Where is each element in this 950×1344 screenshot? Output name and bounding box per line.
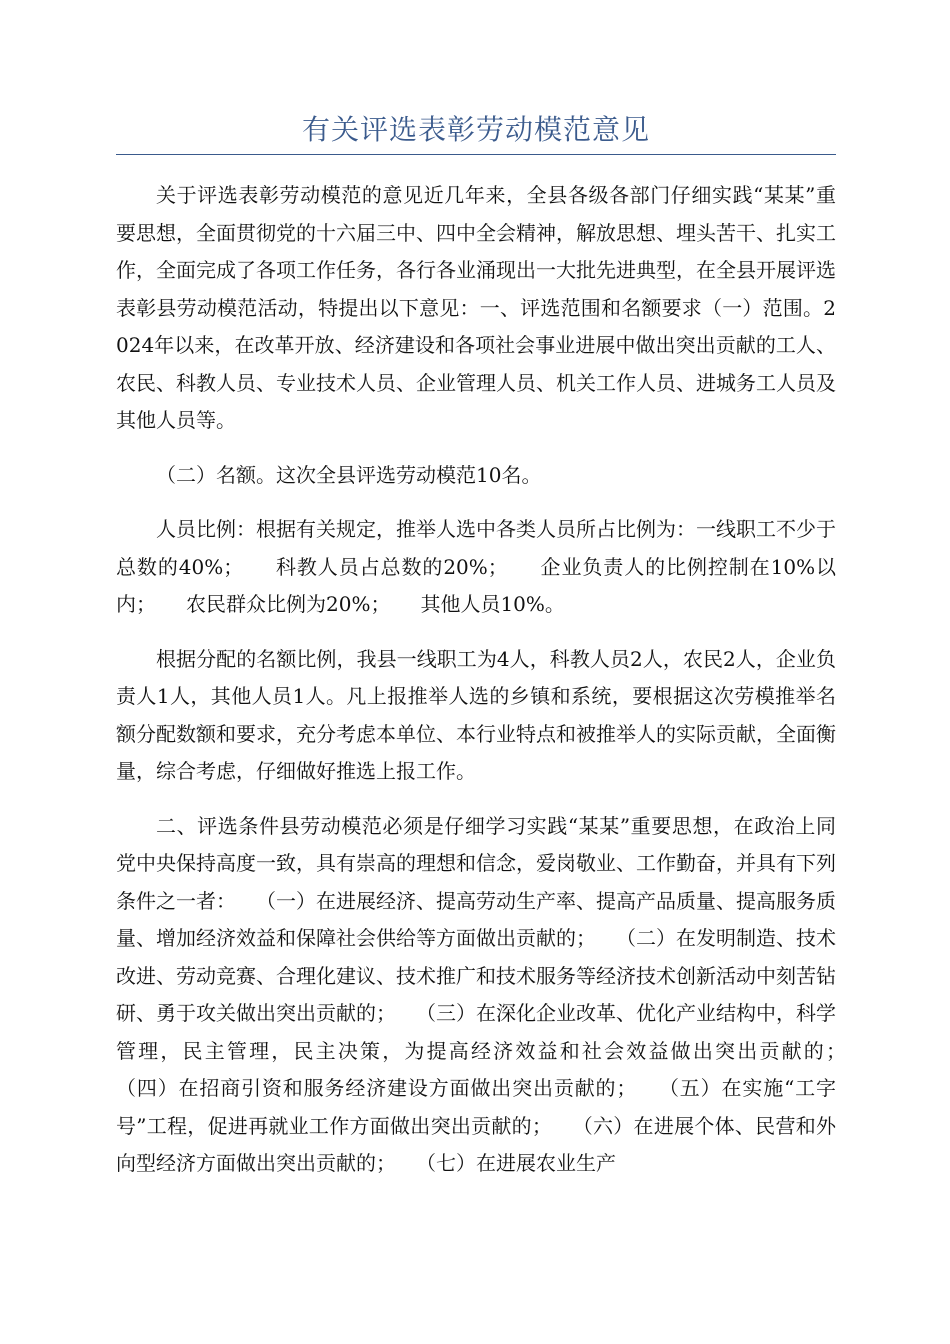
paragraph-intro: 关于评选表彰劳动模范的意见近几年来，全县各级各部门仔细实践“某某”重要思想，全面贯彻党的十六届三中、四中全会精神，解放思想、埋头苦干、扎实工作，全面完成了各项工作任务，各行各业涌现出一大批先进典型，在全县开展评选表彰县劳动模范活动，特提出以下意见：一、评选范围和名额要求（一）范围。2024年以来，在改革开放、经济建设和各项社会事业进展中做出突出贡献的工人、农民、科教人员、专业技术人员、企业管理人员、机关工作人员、进城务工人员及其他人员等。: [116, 183, 836, 432]
document-title: 有关评选表彰劳动模范意见: [301, 113, 650, 146]
document-page: [116, 108, 876, 1183]
paragraph-criteria: 二、评选条件县劳动模范必须是仔细学习实践“某某”重要思想，在政治上同党中央保持高度一致，具有崇高的理想和信念，爱岗敬业、工作勤奋，并具有下列条件之一者： （一）在进展经济、提高劳动生产率、提高产品质量、提高服务质量、增加经济效益和保障社会供给等方面做出贡献的； （二）在发明制造、技术改进、劳动竞赛、合理化建议、技术推广和技术服务等经济技术创新活动中刻苦钻研、勇于攻关做出突出贡献的； （三）在深化企业改革、优化产业结构中，科学管理，民主管理，民主决策，为提高经济效益和社会效益做出突出贡献的； （四）在招商引资和服务经济建设方面做出突出贡献的； （五）在实施“工字号”工程，促进再就业工作方面做出突出贡献的； （六）在进展个体、民营和外向型经济方面做出突出贡献的； （七）在进展农业生产: [116, 813, 876, 1175]
paragraph-allocation: 根据分配的名额比例，我县一线职工为4人，科教人员2人，农民2人，企业负责人1人，其他人员1人。凡上报推举人选的乡镇和系统，要根据这次劳模推举名额分配数额和要求，充分考虑本单位、本行业特点和被推举人的实际贡献，全面衡量，综合考虑，仔细做好推选上报工作。: [116, 646, 836, 783]
document-body: [116, 177, 876, 1183]
paragraph-quota: （二）名额。这次全县评选劳动模范10名。: [156, 462, 542, 487]
paragraph-ratio: 人员比例：根据有关规定，推举人选中各类人员所占比例为：一线职工不少于总数的40%； 科教人员占总数的20%； 企业负责人的比例控制在10%以内； 农民群众比例为20%； 其他人员10%。: [116, 517, 836, 616]
title-underline: [116, 154, 836, 155]
